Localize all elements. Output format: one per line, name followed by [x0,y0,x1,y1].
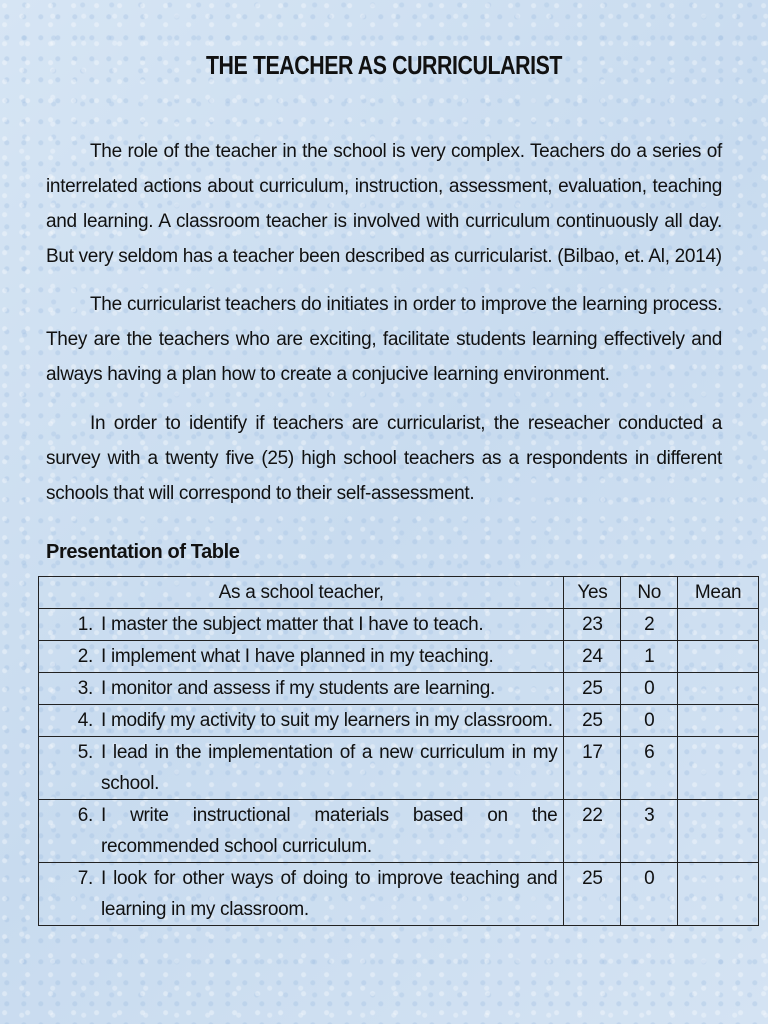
yes-count-cell: 24 [564,641,621,673]
table-row [39,800,759,863]
no-count-cell: 6 [621,737,678,800]
item-statement: I lead in the implementation of a new curriculum in my school. [101,742,558,794]
mean-cell [678,609,759,641]
no-count-cell: 0 [621,705,678,737]
no-count-cell: 0 [621,863,678,926]
row-statement-cell [39,705,564,737]
yes-count-cell: 25 [564,673,621,705]
item-number: 4. [77,710,93,731]
item-statement: I monitor and assess if my students are learning. [101,678,495,699]
item-statement: I look for other ways of doing to improve teaching and learning in my classroom. [101,868,558,920]
item-statement: I implement what I have planned in my teaching. [101,646,494,667]
row-statement-cell [39,737,564,800]
table-row [39,705,759,737]
item-number: 5. [77,742,93,763]
section-heading: Presentation of Table [46,541,240,563]
mean-cell [678,863,759,926]
item-statement: I write instructional materials based on the recommended school curriculum. [101,805,558,857]
table-row [39,641,759,673]
paragraph-2: The curricularist teachers do initiates in order to improve the learning process. They are the teachers who are exciting, facilitate students learning effectively and always having a plan how to create a conjucive learning environment. [46,294,722,385]
yes-count-cell: 23 [564,609,621,641]
row-statement-cell [39,673,564,705]
mean-cell [678,705,759,737]
table-row [39,673,759,705]
no-count-cell: 1 [621,641,678,673]
item-number: 2. [77,646,93,667]
row-statement-cell [39,609,564,641]
yes-count-cell: 22 [564,800,621,863]
table-header-row [39,577,759,609]
header-mean: Mean [678,577,759,609]
item-number: 3. [77,678,93,699]
yes-count-cell: 25 [564,863,621,926]
row-statement-cell [39,800,564,863]
table-body [39,609,759,926]
item-number: 1. [77,614,93,635]
no-count-cell: 3 [621,800,678,863]
mean-cell [678,641,759,673]
no-count-cell: 2 [621,609,678,641]
mean-cell [678,737,759,800]
item-number: 6. [77,805,93,826]
document-title: THE TEACHER AS CURRICULARIST [205,50,563,80]
row-statement-cell [39,641,564,673]
mean-cell [678,800,759,863]
mean-cell [678,673,759,705]
item-number: 7. [77,868,93,889]
yes-count-cell: 25 [564,705,621,737]
item-statement: I modify my activity to suit my learners in my classroom. [101,710,553,731]
header-yes: Yes [564,577,621,609]
header-no: No [621,577,678,609]
survey-table [38,576,759,926]
row-statement-cell [39,863,564,926]
table-row [39,609,759,641]
yes-count-cell: 17 [564,737,621,800]
header-statement: As a school teacher, [39,577,564,609]
table-row [39,863,759,926]
item-statement: I master the subject matter that I have to teach. [101,614,484,635]
paragraph-1: The role of the teacher in the school is very complex. Teachers do a series of interrelated actions about curriculum, instruction, assessment, evaluation, teaching and learning. A classroom teacher is involved with curriculum continuously all day. But very seldom has a teacher been described as curricularist. (Bilbao, et. Al, 2014) [46,141,722,267]
paragraph-3: In order to identify if teachers are curricularist, the reseacher conducted a survey with a twenty five (25) high school teachers as a respondents in different schools that will correspond to their self-assessment. [46,413,722,504]
no-count-cell: 0 [621,673,678,705]
table-row [39,737,759,800]
